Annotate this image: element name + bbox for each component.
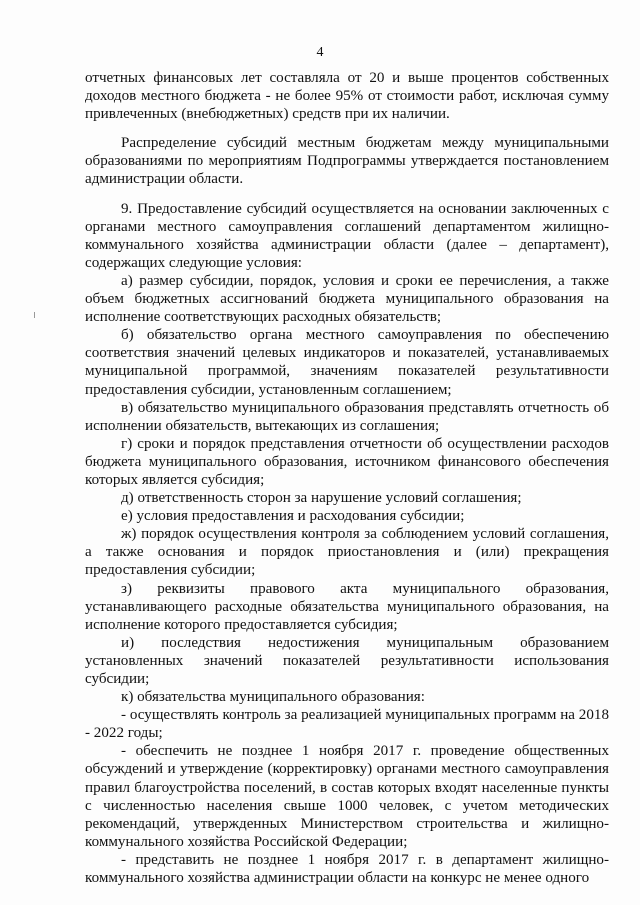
condition-zh: ж) порядок осуществления контроля за соблюдением условий соглашения, а также основания и порядок приостановления и (или) прекращения предоставления субсидии; (85, 526, 609, 579)
condition-i: и) последствия недостижения муниципальным образованием установленных значений показателей результативности использования субсидии; (85, 634, 609, 687)
document-body (85, 69, 609, 887)
page-number: 4 (316, 45, 324, 60)
condition-v: в) обязательство муниципального образования представлять отчетность об исполнении обязательств, вытекающих из соглашения; (85, 399, 609, 434)
condition-k: к) обязательства муниципального образования: (121, 689, 425, 706)
paragraph-9-agreement-conditions: 9. Предоставление субсидий осуществляется на основании заключенных с органами местного самоуправления соглашений департаментом жилищно-коммунального хозяйства администрации области (далее – департамент), содержащих следующие условия: (85, 200, 609, 271)
condition-d: д) ответственность сторон за нарушение условий соглашения; (121, 490, 522, 507)
scan-margin-mark (34, 312, 35, 318)
obligation-control: - осуществлять контроль за реализацией муниципальных программ на 2018 - 2022 годы; (85, 707, 609, 742)
obligation-public-discussion: - обеспечить не позднее 1 ноября 2017 г. проведение общественных обсуждений и утверждение (корректировку) органами местного самоуправления правил благоустройства поселений, в состав которых входят населенные пункты с численностью населения свыше 1000 человек, с учетом методических рекомендаций, утвержденных Министерством строительства и жилищно-коммунального хозяйства Российской Федерации; (85, 743, 609, 850)
paragraph-subsidy-distribution: Распределение субсидий местным бюджетам между муниципальными образованиями по мероприятиям Подпрограммы утверждается постановлением администрации области. (85, 135, 609, 188)
condition-b: б) обязательство органа местного самоуправления по обеспечению соответствия значений целевых индикаторов и показателей, устанавливаемых муниципальной программой, значениям показателей результативности предоставления субсидии, установленным соглашением; (85, 327, 609, 398)
condition-z: з) реквизиты правового акта муниципального образования, устанавливающего расходные обязательства муниципального образования, на исполнение которого предоставляется субсидия; (85, 580, 609, 633)
obligation-submit-contest: - представить не позднее 1 ноября 2017 г. в департамент жилищно-коммунального хозяйства администрации области на конкурс не менее одного (85, 851, 609, 887)
paragraph-intro-continuation: отчетных финансовых лет составляла от 20 и выше процентов собственных доходов местного бюджета - не более 95% от стоимости работ, исключая сумму привлеченных (внебюджетных) средств при их наличии. (85, 70, 609, 123)
condition-e: е) условия предоставления и расходования субсидии; (121, 508, 465, 525)
condition-a: а) размер субсидии, порядок, условия и сроки ее перечисления, а также объем бюджетных ассигнований бюджета муниципального образования на исполнение соответствующих расходных обязательств; (85, 272, 609, 326)
condition-g: г) сроки и порядок представления отчетности об осуществлении расходов бюджета муниципального образования, источником финансового обеспечения которых является субсидия; (85, 435, 609, 488)
